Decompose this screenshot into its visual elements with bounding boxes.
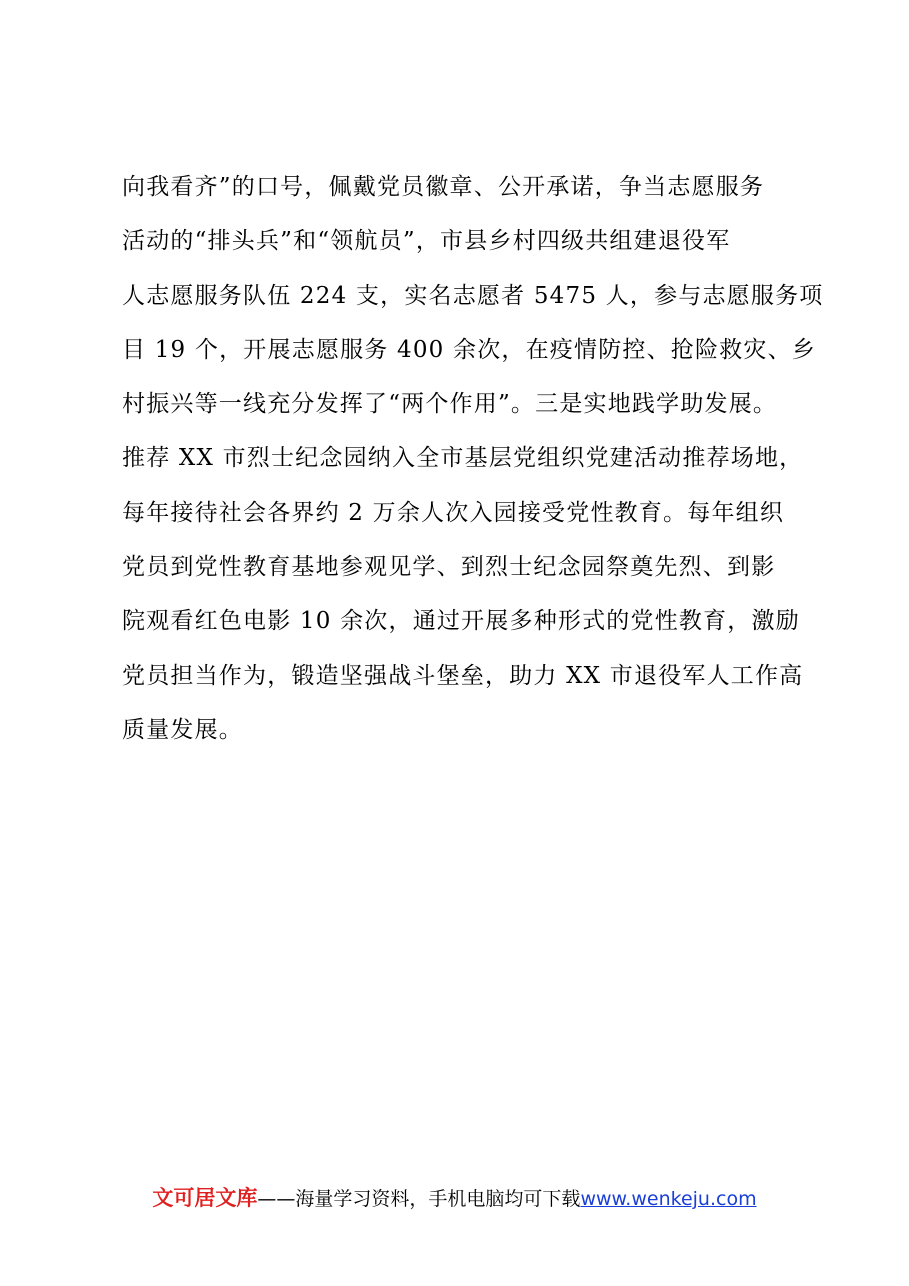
footer-tagline: ——海量学习资料，手机电脑均可下载 [257, 1188, 581, 1210]
text-line: 人志愿服务队伍 224 支，实名志愿者 5475 人，参与志愿服务项 [122, 282, 824, 309]
footer-website-link[interactable]: www.wenkeju.com [580, 1188, 757, 1210]
text-line: 党员担当作为，锻造坚强战斗堡垒，助力 XX 市退役军人工作高 [122, 662, 804, 689]
footer-banner [0, 1182, 909, 1212]
text-line: 每年接待社会各界约 2 万余人次入园接受党性教育。每年组织 [122, 499, 785, 526]
text-line: 院观看红色电影 10 余次，通过开展多种形式的党性教育，激励 [122, 608, 800, 635]
text-line: 目 19 个，开展志愿服务 400 余次，在疫情防控、抢险救灾、乡 [122, 336, 817, 363]
text-line: 活动的“排头兵”和“领航员”，市县乡村四级共组建退役军 [122, 228, 731, 255]
text-line: 质量发展。 [122, 716, 243, 743]
text-line: 村振兴等一线充分发挥了“两个作用”。三是实地践学助发展。 [122, 391, 778, 418]
text-line: 党员到党性教育基地参观见学、到烈士纪念园祭奠先烈、到影 [122, 554, 776, 581]
footer-brand: 文可居文库 [152, 1186, 258, 1210]
text-line: 向我看齐”的口号，佩戴党员徽章、公开承诺，争当志愿服务 [122, 174, 765, 200]
text-line: 推荐 XX 市烈士纪念园纳入全市基层党组织党建活动推荐场地， [122, 445, 804, 472]
body-paragraph [122, 160, 824, 757]
